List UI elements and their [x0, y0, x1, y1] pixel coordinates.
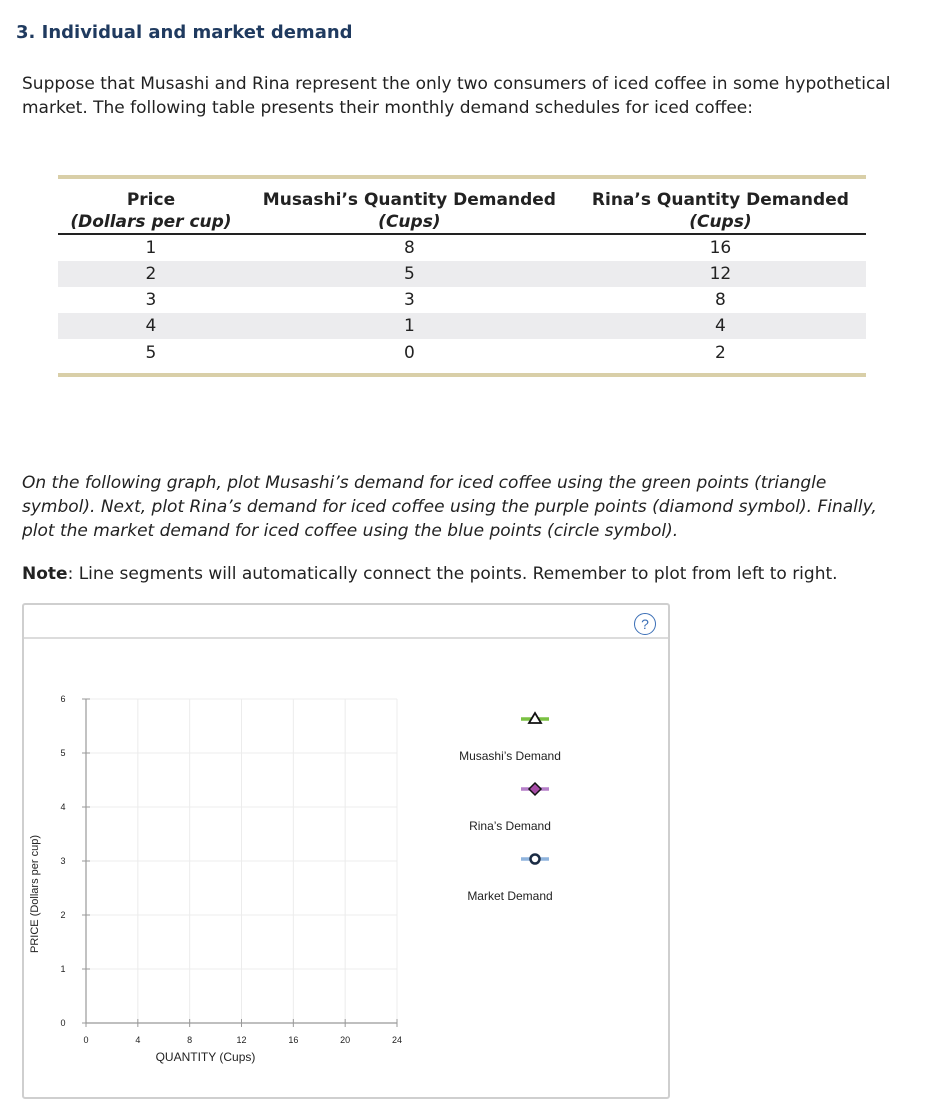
rina-legend-label: Rina’s Demand — [469, 819, 551, 833]
rina-quantity-cell: 4 — [575, 313, 866, 339]
table-row — [58, 287, 866, 313]
x-tick-label: 0 — [83, 1035, 89, 1045]
price-cell: 5 — [145, 343, 157, 363]
section-heading: 3. Individual and market demand — [16, 22, 353, 43]
rina-quantity-cell: 12 — [575, 261, 866, 287]
y-tick-label: 2 — [60, 910, 66, 920]
price-cell: 3 — [145, 290, 157, 310]
y-tick-label: 6 — [60, 694, 66, 704]
x-tick-label: 16 — [288, 1035, 299, 1045]
help-button[interactable]: ? — [634, 613, 656, 635]
rina-header-title: Rina’s Quantity Demanded — [591, 190, 849, 210]
y-tick-label: 4 — [60, 802, 66, 812]
musashi-column-header — [244, 177, 575, 234]
rina-header-unit: (Cups) — [689, 212, 752, 232]
intro-paragraph: Suppose that Musashi and Rina represent the only two consumers of iced coffee in some hypothetical market. The following table presents their monthly demand schedules for iced coffee: — [22, 74, 891, 118]
y-tick-label: 0 — [60, 1018, 66, 1028]
demand-graph[interactable] — [24, 605, 668, 1097]
musashi-header-unit: (Cups) — [378, 212, 441, 232]
x-tick-label: 8 — [187, 1035, 193, 1045]
rina-quantity-cell: 16 — [709, 238, 732, 258]
table-row — [58, 234, 866, 261]
x-tick-label: 20 — [340, 1035, 351, 1045]
rina-quantity-cell: 2 — [715, 343, 726, 363]
price-cell: 1 — [145, 238, 157, 258]
table-row — [58, 261, 866, 287]
table-row — [58, 313, 866, 339]
musashi-quantity-cell: 3 — [403, 290, 415, 310]
price-header-title: Price — [126, 190, 176, 210]
musashi-quantity-cell: 1 — [244, 313, 575, 339]
rina-quantity-cell: 8 — [715, 290, 726, 310]
note-text — [22, 562, 912, 586]
musashi-quantity-cell: 8 — [403, 238, 415, 258]
price-column-header — [58, 177, 244, 234]
musashi-quantity-cell: 0 — [403, 343, 415, 363]
x-tick-label: 4 — [135, 1035, 141, 1045]
rina-diamond-tool-icon[interactable] — [529, 783, 541, 795]
y-tick-label: 3 — [60, 856, 66, 866]
intro-text — [22, 72, 922, 120]
rina-column-header — [575, 177, 866, 234]
graph-panel — [22, 603, 670, 1099]
x-tick-label: 24 — [391, 1035, 403, 1045]
price-cell: 2 — [58, 261, 244, 287]
note-label: Note — [22, 564, 68, 584]
y-tick-label: 1 — [60, 964, 66, 974]
table-header-row — [58, 177, 866, 234]
musashi-legend-label: Musashi’s Demand — [459, 749, 561, 763]
note-body: : Line segments will automatically connect the points. Remember to plot from left to right. — [67, 564, 838, 584]
demand-schedule-table — [58, 175, 866, 377]
graph-instructions: On the following graph, plot Musashi’s demand for iced coffee using the green points (triangle symbol). Next, plot Rina’s demand for iced coffee using the purple points (diamond symbol). Finally, plot the market demand for iced coffee using the blue points (circle symbol). — [22, 473, 877, 541]
market-legend-label: Market Demand — [467, 889, 553, 903]
x-tick-label: 12 — [236, 1035, 247, 1045]
price-header-unit: (Dollars per cup) — [70, 212, 232, 232]
price-cell: 4 — [58, 313, 244, 339]
musashi-header-title: Musashi’s Quantity Demanded — [262, 190, 556, 210]
y-axis-title: PRICE (Dollars per cup) — [29, 835, 41, 953]
musashi-quantity-cell: 5 — [244, 261, 575, 287]
x-axis-title: QUANTITY (Cups) — [155, 1050, 256, 1064]
y-tick-label: 5 — [60, 748, 66, 758]
market-circle-tool-icon[interactable] — [531, 855, 540, 864]
table-row — [58, 339, 866, 375]
